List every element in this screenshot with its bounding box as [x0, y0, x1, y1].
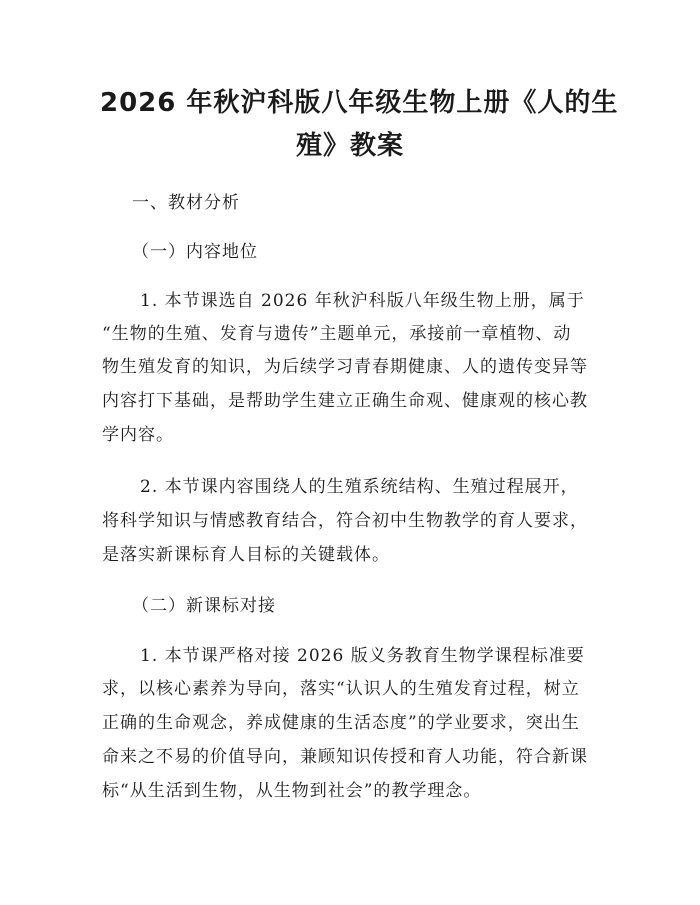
- paragraph-3-line-2: 求，以核心素养为导向，落实“认识人的生殖发育过程，树立: [102, 679, 580, 699]
- paragraph-3-line-4: 命来之不易的价值导向，兼顾知识传授和育人功能，符合新课: [102, 747, 588, 767]
- paragraph-1-line-1: 1. 本节课选自 2026 年秋沪科版八年级生物上册，属于: [140, 291, 585, 311]
- section-heading-teaching-material-analysis: 一、教材分析: [132, 193, 240, 213]
- document-title-line-2: 殖》教案: [295, 131, 404, 161]
- paragraph-2-line-1: 2. 本节课内容围绕人的生殖系统结构、生殖过程展开，: [140, 477, 579, 497]
- paragraph-1-line-4: 内容打下基础，是帮助学生建立正确生命观、健康观的核心教: [102, 391, 588, 411]
- subsection-heading-new-curriculum-standard: （二）新课标对接: [132, 596, 276, 616]
- paragraph-1-line-3: 物生殖发育的知识，为后续学习青春期健康、人的遗传变异等: [102, 357, 588, 377]
- paragraph-3-line-5: 标“从生活到生物，从生物到社会”的教学理念。: [102, 781, 482, 801]
- paragraph-2-line-2: 将科学知识与情感教育结合，符合初中生物教学的育人要求，: [102, 511, 588, 531]
- paragraph-3-line-1: 1. 本节课严格对接 2026 版义务教育生物学课程标准要: [140, 646, 585, 666]
- subsection-heading-content-position: （一）内容地位: [132, 242, 258, 262]
- paragraph-3-line-3: 正确的生命观念，养成健康的生活态度”的学业要求，突出生: [102, 713, 580, 733]
- paragraph-2-line-3: 是落实新课标育人目标的关键载体。: [102, 545, 390, 565]
- paragraph-1-line-2: “生物的生殖、发育与遗传”主题单元，承接前一章植物、动: [102, 324, 572, 344]
- paragraph-1-line-5: 学内容。: [102, 425, 174, 445]
- document-title-line-1: 2026 年秋沪科版八年级生物上册《人的生: [100, 88, 619, 118]
